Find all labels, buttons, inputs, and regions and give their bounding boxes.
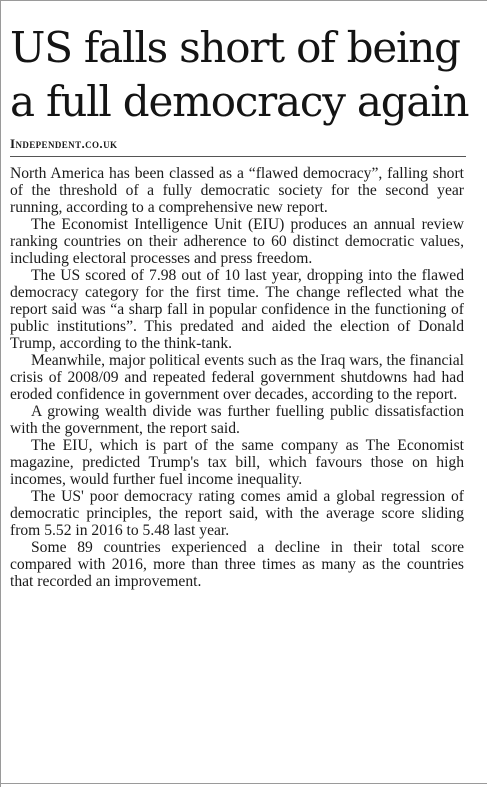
article-body: [10, 165, 464, 590]
headline-line-2: a full democracy again: [10, 77, 469, 126]
paragraph-3: The US scored of 7.98 out of 10 last year, dropping into the flawed democracy category for the first time. The change reflected what the report said was “a sharp fall in popular confidence in the functioning of public institutions”. This predated and aided the election of Donald Trump, according to the think-tank.: [10, 267, 464, 352]
headline-line-1: US falls short of being: [10, 23, 460, 72]
paragraph-7: The US' poor democracy rating comes amid a global regression of democratic principles, the report said, with the average score sliding from 5.52 in 2016 to 5.48 last year.: [10, 488, 464, 539]
paragraph-6: The EIU, which is part of the same company as The Economist magazine, predicted Trump's tax bill, which favours those on high incomes, would further fuel income inequality.: [10, 437, 464, 488]
paragraph-8: Some 89 countries experienced a decline in their total score compared with 2016, more than three times as many as the countries that recorded an improvement.: [10, 539, 464, 590]
paragraph-4: Meanwhile, major political events such as the Iraq wars, the financial crisis of 2008/09 and repeated federal government shutdowns had had eroded confidence in government over decades, according to the report.: [10, 352, 465, 403]
headline: [10, 21, 469, 129]
bottom-border: [0, 783, 487, 784]
source-credit: Independent.co.uk: [10, 136, 466, 157]
paragraph-1: North America has been classed as a “flawed democracy”, falling short of the threshold of a fully democratic society for the second year running, according to a comprehensive new report.: [10, 165, 464, 216]
paragraph-5: A growing wealth divide was further fuelling public dissatisfaction with the government, the report said.: [10, 403, 464, 437]
paragraph-2: The Economist Intelligence Unit (EIU) produces an annual review ranking countries on their adherence to 60 distinct democratic values, including electoral processes and press freedom.: [10, 216, 464, 267]
